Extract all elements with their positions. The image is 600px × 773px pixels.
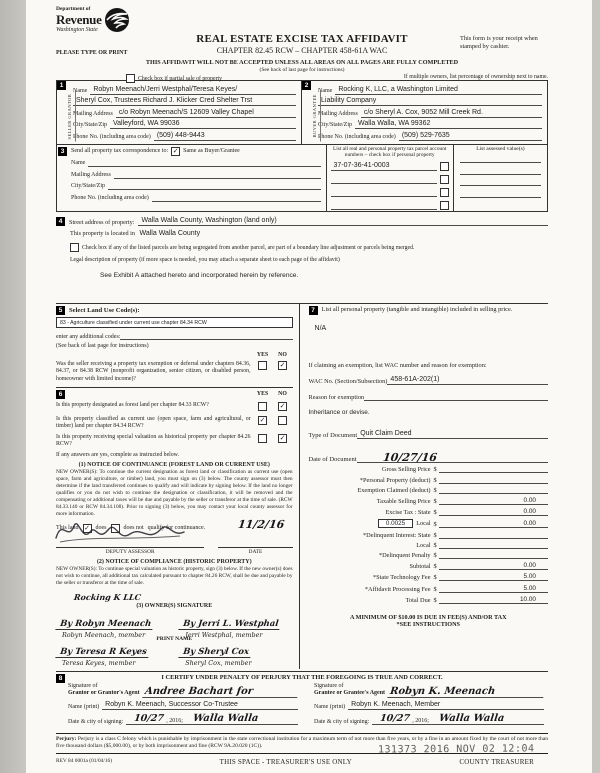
question-row: [56, 402, 293, 413]
date-city-label: Date & city of signing:: [68, 718, 124, 725]
seller-phone-value: (509) 448-9443: [156, 131, 205, 139]
if-yes-note: If any answers are yes, complete as instructed below.: [56, 452, 179, 459]
no-header: NO: [278, 391, 287, 398]
signing-city-value: Walla Walla: [192, 712, 259, 724]
type-of-document-label: Type of Document: [308, 432, 358, 440]
seller-name-value-2: Sheryl Cox, Trustees Richard J. Klicker Cred Shelter Trst: [76, 97, 253, 104]
parcel-row: [331, 162, 449, 171]
agent-signature: Andree Bachart for: [142, 686, 299, 698]
buyer-name-label: Name: [318, 87, 333, 94]
tax-row: [309, 562, 548, 570]
tax-row: [309, 477, 548, 484]
tax-row-label: Taxable Selling Price: [376, 498, 431, 505]
street-address-label: Street address of property:: [69, 219, 135, 227]
logo-dept-line: Department of: [56, 6, 91, 12]
revenue-seal-icon: [104, 7, 130, 38]
owner-signature: By Sheryl Cox: [179, 647, 252, 658]
section-6-number: 6: [56, 390, 65, 399]
agent-label: Grantor or Grantor's Agent: [68, 690, 140, 696]
deferral-no-checkbox: ✓: [279, 361, 286, 370]
notice-continuance-title: (1) NOTICE OF CONTINUANCE (FOREST LAND OR CURRENT USE): [78, 462, 270, 469]
section-7-number: 7: [309, 306, 318, 315]
section-4-number: 4: [56, 217, 65, 226]
corr-mailing-label: Mailing Address: [71, 171, 111, 178]
yes-header: YES: [256, 391, 269, 398]
certify-parties: [56, 681, 548, 727]
owner-signatures: [56, 611, 293, 667]
tax-row: [309, 466, 548, 473]
additional-codes-label: enter any additional codes:: [56, 334, 121, 341]
form-revision-number: REV 84 0001a (01/04/16): [56, 758, 113, 765]
tax-row-label: Excise Tax : State: [385, 509, 431, 517]
right-column: [300, 304, 548, 668]
date-city-label: Date & city of signing:: [314, 718, 370, 725]
assessed-value-line: [460, 186, 541, 198]
perjury-label: Perjury:: [56, 736, 77, 742]
treasurer-receipt-stamp: 131373 2016 NOV 02 12:04: [377, 743, 535, 756]
tax-row-label: Exemption Claimed (deduct): [357, 486, 431, 494]
county-treasurer-label: COUNTY TREASURER: [459, 758, 534, 767]
acceptance-warning: THIS AFFIDAVIT WILL NOT BE ACCEPTED UNLESS ALL AREAS ON ALL PAGES ARE FULLY COMPLETED: [145, 59, 459, 66]
affidavit-form: [56, 4, 548, 766]
name-print-value: Robyn K. Meenach, Member: [351, 700, 441, 708]
buyer-side-label: BUYER GRANTEE: [312, 91, 321, 142]
question-row: [56, 416, 293, 430]
correspondence-section: [57, 145, 327, 212]
certification-section: [56, 671, 548, 729]
dollar-sign: $: [433, 563, 437, 571]
name-print-value: Robyn K. Meenach, Successor Co-Trustee: [105, 700, 238, 708]
assessed-value-line: [460, 163, 541, 175]
agent-label: Grantee or Grantee's Agent: [314, 690, 386, 696]
company-handwritten: Rocking K LLC: [73, 591, 142, 602]
owner-print-name: Sheryl Cox, member: [185, 658, 252, 667]
tax-row-label: *State Technology Fee: [373, 574, 431, 582]
question-text: Is this property classified as current use (open space, farm and agricultural, or timber) land per chapter 84.34 RCW?: [56, 416, 251, 430]
tax-row-amount: 0.00: [523, 508, 536, 516]
wac-value: 458-61A-202(1): [390, 376, 440, 384]
signature-of-label: Signature of: [68, 682, 98, 689]
tax-row-label: Subtotal: [409, 563, 431, 571]
personal-property-checkbox: [440, 175, 449, 184]
seller-mailing-value: c/o Robyn Meenach/S 12609 Valley Chapel: [118, 108, 254, 116]
parcel-row: [331, 201, 449, 210]
owner-signature: By Jerri L. Westphal: [179, 619, 282, 630]
dollar-sign: $: [433, 551, 437, 559]
owner-print-name: Teresa Keyes, member: [62, 658, 136, 667]
dollar-sign: $: [433, 521, 437, 529]
dollar-sign: $: [433, 541, 437, 549]
tax-row-label: *Delinquent Penalty: [378, 551, 431, 559]
signing-city-value: Walla Walla: [438, 712, 505, 724]
tax-row-amount: 0.00: [523, 520, 536, 528]
notice-continuance-body: NEW OWNER(S): To continue the current designation as forest land or classification as current use (open space, farm and agriculture, or timber) land, you must sign on (3) below. The county assessor must then determine if the land transferred continues to qualify and will indicate by signing below. If the land no longer qualifies or you do not wish to continue the designation or classification, it will be removed and the compensating or additional taxes will be due and payable by the seller or transferor at the time of sale. (RCW 84.33.140 or RCW 84.34.108). Prior to signing (3) below, you may contact your local county assessor for more information.: [56, 469, 293, 517]
buyer-city-value: Walla Walla, WA 99362: [358, 120, 431, 127]
located-value: Walla Walla County: [139, 230, 201, 238]
buyer-name-value: Rocking K, LLC, a Washington Limited: [338, 85, 458, 93]
tax-row: [309, 552, 548, 559]
tax-row: [309, 585, 548, 593]
name-print-label: Name (print): [314, 703, 346, 710]
certify-party-cell: [302, 681, 548, 727]
owner-signature-cell: [179, 641, 292, 667]
dollar-sign: $: [433, 476, 437, 484]
signature-of-label: Signature of: [314, 682, 344, 689]
see-back-instructions: (See back of last page for instructions): [56, 343, 149, 350]
print-name-heading: PRINT NAME: [156, 636, 193, 643]
multiple-owners-note: If multiple owners, list percentage of ownership next to name.: [403, 74, 548, 80]
owner-signature-cell: [56, 641, 169, 667]
same-as-buyer-label: Same as Buyer/Grantee: [183, 148, 240, 154]
signing-year: , 2016;: [412, 717, 429, 724]
question-yes-checkbox: ✓: [259, 416, 266, 425]
perjury-text: Perjury is a class C felony which is punishable by imprisonment in the state correctional institution for a maximum term of not more than five years, or by a fine in an amount fixed by the court of not more than five thousand dollars ($5,000.00), or by both imprisonment and fine (RCW 9A.20.020 (1C)).: [56, 736, 548, 750]
buyer-section: [302, 81, 547, 144]
see-back-note: (See back of last page for instructions): [259, 67, 345, 73]
dollar-sign: $: [433, 466, 437, 474]
tax-row-amount: 0.00: [523, 497, 536, 504]
section-1-number: 1: [57, 81, 66, 90]
deputy-assessor-label: DEPUTY ASSESSOR: [56, 547, 204, 555]
section-2-number: 2: [302, 81, 311, 90]
personal-property-value: N/A: [314, 325, 327, 333]
tax-row: [309, 542, 548, 549]
street-address-value: Walla Walla County, Washington (land only): [141, 217, 277, 225]
same-as-buyer-checkbox: ✓: [172, 146, 179, 155]
seller-city-label: City/State/Zip: [73, 122, 107, 129]
parcel-number-value: 37-07-36-41-0003: [333, 161, 390, 169]
question-no-checkbox: ✓: [279, 433, 286, 442]
exhibit-note: See Exhibit A attached hereto and incorporated herein by reference.: [100, 272, 299, 280]
local-rate-box: 0.0025: [378, 519, 413, 528]
owner-signature-cell: [56, 613, 169, 639]
assessed-header: List assessed value(s): [476, 145, 525, 152]
tax-row-amount: 0.00: [523, 562, 536, 570]
tax-row-label: *Affidavit Processing Fee: [364, 585, 431, 593]
qualify-label: qualify for continuance.: [147, 525, 206, 532]
receipt-note: This form is your receipt when stamped by cashier.: [460, 35, 538, 50]
tax-row-label: *Personal Property (deduct): [359, 476, 431, 484]
owner-signature: By Robyn Meenach: [55, 619, 153, 630]
minimum-fee-note: A MINIMUM OF $10.00 IS DUE IN FEE(S) AND/OR TAX: [349, 613, 507, 621]
does-checkbox: ✓: [84, 523, 90, 532]
correspondence-box: [56, 144, 548, 213]
property-address-section: [56, 212, 548, 279]
seller-name-value: Robyn Meenach/Jerri Westphal/Teresa Keyes/: [93, 85, 238, 93]
scanner-edge: [0, 0, 26, 773]
yes-header: YES: [256, 352, 269, 359]
does-not-label: does not: [123, 525, 144, 532]
question-text: Is this property receiving special valuation as historical property per chapter 84.26 RCW?: [56, 433, 251, 447]
tax-row-label: Total Due: [405, 596, 431, 604]
located-label: This property is located in: [70, 230, 135, 238]
deferral-question-row: [56, 361, 293, 383]
type-of-document-value: Quit Claim Deed: [360, 430, 412, 438]
corr-city-label: City/State/Zip: [71, 183, 105, 190]
owner-print-name: Jerri Westphal, member: [185, 630, 263, 639]
seller-phone-label: Phone No. (including area code): [73, 133, 151, 140]
reason-label: Reason for exemption: [308, 394, 365, 402]
dollar-sign: $: [433, 486, 437, 494]
tax-row-label: Gross Selling Price: [381, 466, 431, 474]
section-3-number: 3: [58, 147, 67, 156]
exemption-intro: If claiming an exemption, list WAC number and reason for exemption:: [308, 362, 487, 370]
personal-property-checkbox: [440, 162, 449, 171]
tax-row-label: Local: [416, 541, 431, 549]
dollar-sign: $: [433, 596, 437, 604]
seller-city-value: Valleyford, WA 99036: [113, 120, 180, 127]
buyer-phone-label: Phone No. (including area code): [318, 133, 396, 140]
tax-row: [309, 596, 548, 604]
tax-row: [309, 508, 548, 516]
title-block: [196, 33, 407, 55]
no-header: NO: [278, 352, 287, 359]
seller-buyer-box: [56, 80, 548, 144]
form-title: REAL ESTATE EXCISE TAX AFFIDAVIT: [196, 33, 408, 45]
agent-signature: Robyn K. Meenach: [387, 686, 544, 698]
dollar-sign: $: [433, 509, 437, 517]
land-use-title: Select Land Use Code(s):: [69, 307, 140, 315]
date-of-document-value: 10/27/16: [381, 451, 438, 465]
section-8-number: 8: [56, 674, 65, 683]
legal-description-label: Legal description of property (if more space is needed, you may attach a separate sheet to each page of the affidavit): [70, 257, 340, 264]
corr-phone-label: Phone No. (including area code): [71, 194, 149, 201]
tax-computation-table: [309, 466, 548, 603]
buyer-phone-value: (509) 529-7635: [401, 131, 450, 139]
tax-row-amount: 5.00: [523, 573, 536, 581]
chapter-subtitle: CHAPTER 82.45 RCW – CHAPTER 458-61A WAC: [216, 46, 388, 55]
date-of-document-label: Date of Document: [308, 456, 357, 464]
deputy-date-value: 11/2/16: [237, 517, 286, 531]
section-divider: [56, 387, 293, 388]
tax-row-label: Local: [416, 520, 431, 528]
certify-statement: I CERTIFY UNDER PENALTY OF PERJURY THAT THE FOREGOING IS TRUE AND CORRECT.: [161, 673, 443, 681]
certify-party-cell: [56, 681, 302, 727]
owner-signature-cell: [179, 613, 292, 639]
parcel-row: [331, 188, 449, 197]
tax-row: [309, 487, 548, 494]
question-no-checkbox: [278, 416, 287, 425]
personal-property-label: List all personal property (tangible and intangible) included in selling price.: [321, 306, 513, 314]
question-yes-checkbox: [258, 402, 267, 411]
dollar-sign: $: [433, 574, 437, 582]
footer-row: [56, 758, 548, 766]
assessed-value-line: [460, 175, 541, 187]
continuance-qualify-row: [56, 517, 293, 533]
logo-state-line: Washington State: [56, 26, 98, 33]
dollar-sign: $: [433, 531, 437, 539]
seller-side-label: SELLER GRANTOR: [67, 91, 76, 142]
assessed-values-column: [454, 145, 547, 212]
question-row: [56, 434, 293, 448]
owners-signature-heading: (3) OWNER(S) SIGNATURE: [136, 602, 213, 609]
please-type-note: PLEASE TYPE OR PRINT: [56, 50, 128, 56]
exemption-reason-text: Inheritance or devise.: [308, 409, 370, 417]
this-land-label: This land: [56, 525, 79, 532]
buyer-name-value-2: Liability Company: [321, 97, 377, 104]
owner-print-name: Robyn Meenach, member: [62, 630, 146, 639]
tax-row-amount: 5.00: [523, 584, 536, 592]
tax-row: [309, 573, 548, 581]
corr-name-label: Name: [71, 160, 86, 167]
personal-property-checkbox: [440, 188, 449, 197]
signing-date-value: 10/27: [379, 712, 411, 724]
tax-row-label: *Delinquent Interest: State: [363, 531, 431, 539]
buyer-mailing-label: Mailing Address: [318, 110, 358, 117]
date-label: DATE: [218, 547, 292, 555]
seller-name-label: Name: [73, 87, 88, 94]
parcel-numbers-column: [327, 145, 454, 212]
dor-logo: [56, 7, 130, 38]
notice-compliance-body: NEW OWNER(S): To continue special valuation as historic property, sign (3) below. If the new owner(s) does not wish to continue, all additional tax calculated pursuant to chapter 84.26 RCW, shall be due and payable by the seller or transferor at the time of sale.: [56, 565, 293, 586]
dor-logo-text: [56, 7, 102, 33]
segregated-label: Check box if any of the listed parcels are being segregated from another parcel, are part of a boundary line adjustment or parcels being merged.: [82, 244, 415, 251]
assessed-value-line: [460, 152, 541, 164]
notice-compliance-title: (2) NOTICE OF COMPLIANCE (HISTORIC PROPERTY): [96, 558, 252, 565]
logo-revenue-line: Revenue: [56, 11, 102, 27]
buyer-city-label: City/State/Zip: [318, 122, 352, 129]
question-text: Is this property designated as forest land per chapter 84.33 RCW?: [56, 401, 209, 408]
segregated-checkbox: [70, 243, 79, 252]
signing-year: , 2016;: [166, 717, 183, 724]
treasurer-space-label: THIS SPACE - TREASURER'S USE ONLY: [219, 758, 352, 767]
section-5-number: 5: [56, 306, 65, 315]
tax-row: [309, 532, 548, 539]
forest-questions: [56, 402, 293, 448]
dollar-sign: $: [433, 585, 437, 593]
tax-row: [309, 519, 548, 528]
question-no-checkbox: ✓: [279, 401, 286, 410]
does-not-checkbox: [111, 524, 120, 533]
wac-label: WAC No. (Section/Subsection): [308, 378, 388, 386]
dollar-sign: $: [433, 498, 437, 505]
deferral-question: Was the seller receiving a property tax exemption or deferral under chapters 84.36, 84.37, or 84.38 RCW (nonprofit organization, senior citizen, or disabled person, homeowner with limited income)?: [56, 361, 251, 382]
land-use-code-select: 83 - Agriculture classified under current use chapter 84.34 RCW: [56, 317, 293, 328]
parcel-row: [331, 175, 449, 184]
send-correspondence-label: Send all property tax correspondence to:: [71, 148, 169, 154]
seller-mailing-label: Mailing Address: [73, 110, 113, 117]
left-column: [56, 304, 300, 668]
affidavit-page: [26, 0, 592, 773]
see-instructions-note: *SEE INSTRUCTIONS: [396, 620, 460, 628]
main-columns: [56, 303, 548, 668]
partial-sale-label: Check box if partial sale of property: [138, 75, 223, 82]
buyer-mailing-value: c/o Sheryl A. Cox, 9052 Mill Creek Rd.: [363, 108, 483, 116]
tax-row: [309, 497, 548, 505]
deferral-yes-checkbox: [258, 361, 267, 370]
seller-section: [57, 81, 302, 144]
tax-row-amount: 10.00: [519, 595, 536, 603]
question-yes-checkbox: [258, 434, 267, 443]
signing-date-value: 10/27: [133, 712, 165, 724]
name-print-label: Name (print): [68, 703, 100, 710]
owner-signature: By Teresa R Keyes: [55, 647, 149, 658]
personal-property-checkbox: [440, 201, 449, 210]
form-header: [56, 4, 548, 80]
parcel-list: [331, 162, 449, 211]
does-label: does: [95, 525, 107, 532]
parcel-header: List all real and personal property tax parcel account numbers – check box if personal property: [332, 145, 447, 158]
